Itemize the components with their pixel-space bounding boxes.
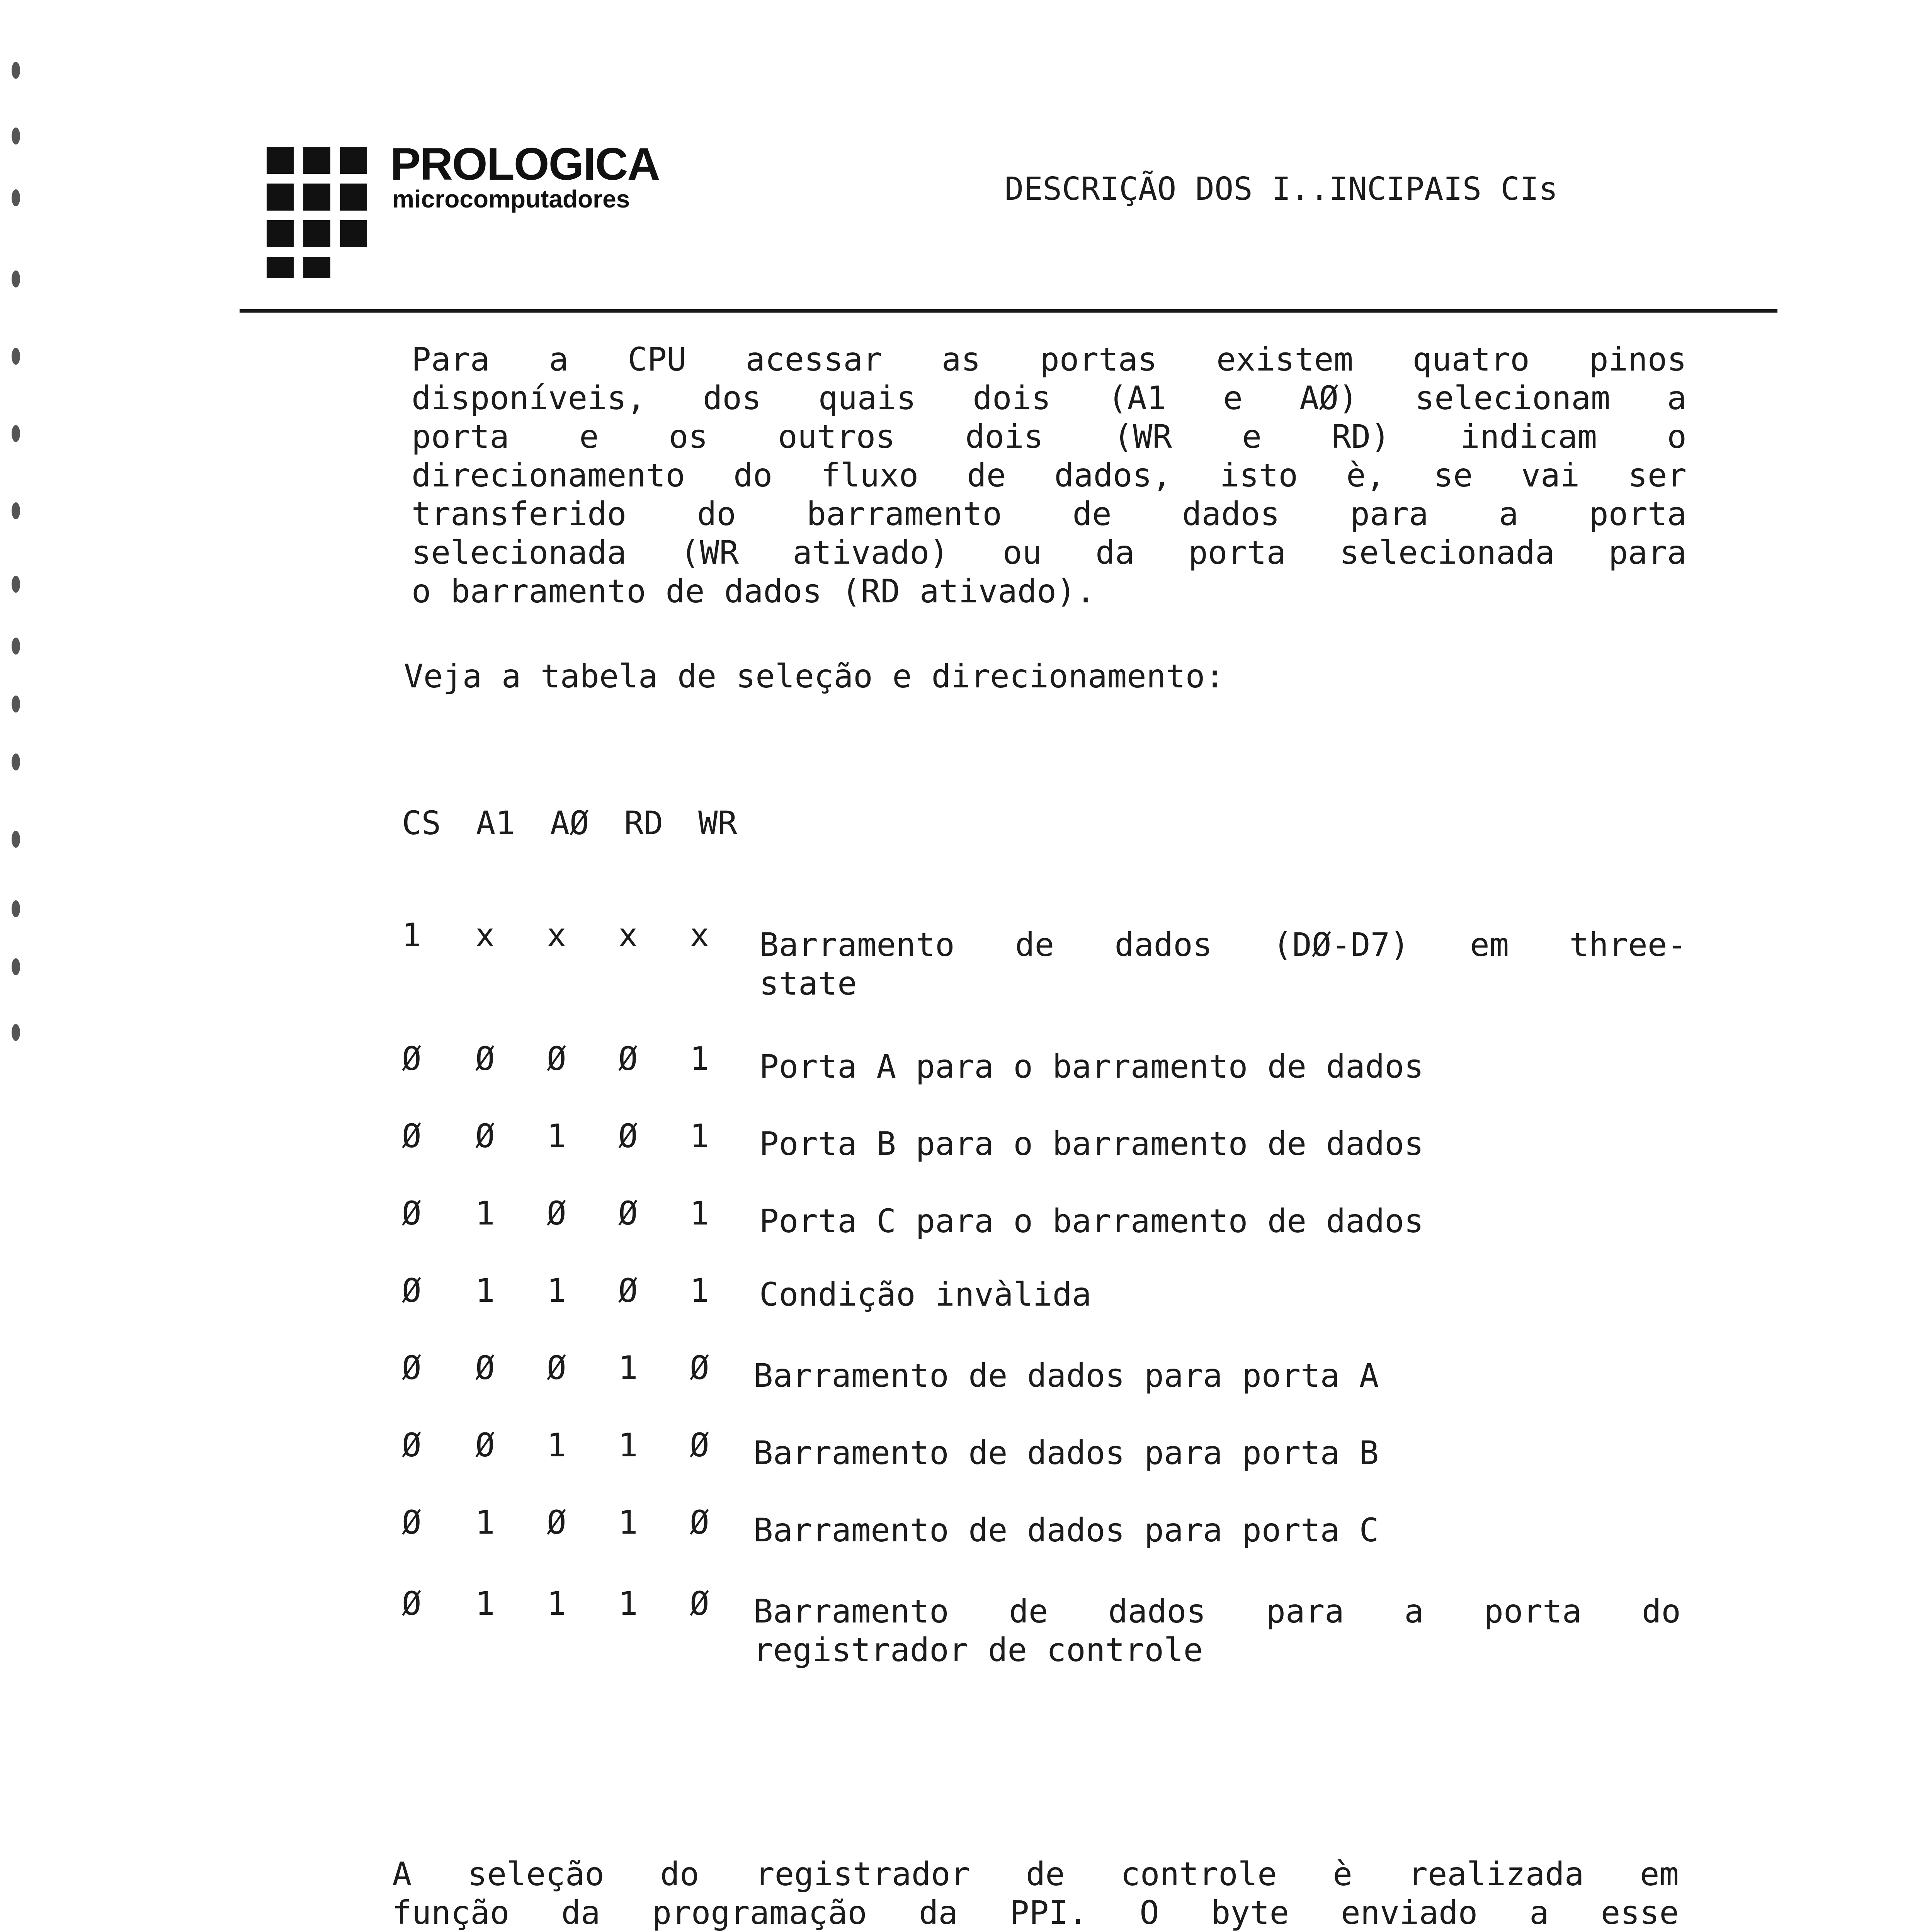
row-description-cont: registrador de controle (753, 1631, 1203, 1669)
col-header-a0: AØ (550, 804, 589, 842)
bit-a1: 1 (475, 1272, 495, 1310)
row-description: Barramento de dados para porta B (753, 1434, 1379, 1472)
bit-rd: x (618, 916, 638, 954)
bit-a0: x (547, 916, 566, 954)
bit-wr: 1 (690, 1117, 709, 1155)
bit-cs: Ø (402, 1117, 422, 1155)
col-header-cs: CS (402, 804, 441, 842)
row-description: Porta B para o barramento de dados (759, 1125, 1424, 1163)
bit-rd: 1 (618, 1349, 638, 1387)
bit-cs: Ø (402, 1426, 422, 1464)
col-header-wr: WR (698, 804, 738, 842)
margin-mark (12, 425, 20, 442)
margin-mark (12, 638, 20, 655)
bit-a0: 1 (547, 1426, 566, 1464)
row-description: Barramento de dados (DØ-D7) em three- (759, 926, 1687, 964)
margin-mark (12, 900, 20, 917)
margin-mark (12, 831, 20, 848)
bit-cs: Ø (402, 1272, 422, 1310)
bit-cs: Ø (402, 1040, 422, 1078)
bit-wr: 1 (690, 1194, 709, 1232)
bit-rd: Ø (618, 1040, 638, 1078)
bit-rd: 1 (618, 1585, 638, 1622)
bit-a0: 1 (547, 1272, 566, 1310)
bit-wr: Ø (690, 1349, 709, 1387)
bit-wr: x (690, 916, 709, 954)
bit-a1: Ø (475, 1117, 495, 1155)
bit-a0: Ø (547, 1040, 566, 1078)
intro-line: selecionada (WR ativado) ou da porta selecionada para (412, 534, 1687, 571)
section-title: DESCRIÇÃO DOS I..INCIPAIS CIs (1005, 171, 1558, 207)
row-description: Condição invàlida (759, 1276, 1092, 1313)
row-description: Barramento de dados para a porta do (753, 1592, 1681, 1630)
margin-mark (12, 189, 20, 206)
bit-a1: 1 (475, 1194, 495, 1232)
selection-paragraph (392, 1855, 1679, 1932)
bit-rd: Ø (618, 1272, 638, 1310)
row-description: Porta A para o barramento de dados (759, 1048, 1424, 1085)
brand-name: PROLOGICA (390, 139, 660, 190)
margin-mark (12, 958, 20, 975)
bit-a0: Ø (547, 1349, 566, 1387)
margin-mark (12, 753, 20, 770)
bit-a1: 1 (475, 1503, 495, 1541)
row-description: Porta C para o barramento de dados (759, 1202, 1424, 1240)
col-header-rd: RD (624, 804, 663, 842)
bit-a0: Ø (547, 1194, 566, 1232)
intro-line: Para a CPU acessar as portas existem quatro pinos (412, 340, 1687, 378)
bit-rd: Ø (618, 1117, 638, 1155)
bit-rd: 1 (618, 1426, 638, 1464)
bit-wr: 1 (690, 1040, 709, 1078)
margin-mark (12, 696, 20, 713)
brand-subtitle: microcomputadores (392, 185, 630, 213)
intro-line: direcionamento do fluxo de dados, isto è, se vai ser (412, 456, 1687, 494)
bit-a0: 1 (547, 1585, 566, 1622)
intro-line: o barramento de dados (RD ativado). (412, 572, 1096, 610)
bit-cs: Ø (402, 1585, 422, 1622)
col-header-a1: A1 (476, 804, 515, 842)
margin-mark (12, 348, 20, 365)
row-description: Barramento de dados para porta A (753, 1357, 1379, 1395)
row-description: Barramento de dados para porta C (753, 1511, 1379, 1549)
row-description-cont: state (759, 964, 857, 1002)
selection-line: A seleção do registrador de controle è realizada em (392, 1855, 1679, 1893)
bit-a1: Ø (475, 1040, 495, 1078)
bit-rd: 1 (618, 1503, 638, 1541)
bit-wr: Ø (690, 1503, 709, 1541)
margin-mark (12, 502, 20, 519)
bit-cs: 1 (402, 916, 422, 954)
table-caption: Veja a tabela de seleção e direcionamento: (404, 657, 1225, 695)
margin-mark (12, 1024, 20, 1041)
bit-cs: Ø (402, 1503, 422, 1541)
bit-a1: Ø (475, 1349, 495, 1387)
bit-a0: 1 (547, 1117, 566, 1155)
margin-mark (12, 62, 20, 79)
bit-a1: 1 (475, 1585, 495, 1622)
bit-cs: Ø (402, 1349, 422, 1387)
margin-mark (12, 576, 20, 593)
bit-rd: Ø (618, 1194, 638, 1232)
bit-wr: 1 (690, 1272, 709, 1310)
margin-mark (12, 270, 20, 287)
bit-wr: Ø (690, 1426, 709, 1464)
intro-line: disponíveis, dos quais dois (A1 e AØ) selecionam a (412, 379, 1687, 417)
selection-line: função da programação da PPI. O byte enviado a esse (392, 1894, 1679, 1932)
bit-a1: Ø (475, 1426, 495, 1464)
margin-mark (12, 128, 20, 145)
bit-cs: Ø (402, 1194, 422, 1232)
intro-line: porta e os outros dois (WR e RD) indicam o (412, 418, 1687, 456)
intro-line: transferido do barramento de dados para a porta (412, 495, 1687, 533)
bit-wr: Ø (690, 1585, 709, 1622)
bit-a0: Ø (547, 1503, 566, 1541)
bit-a1: x (475, 916, 495, 954)
